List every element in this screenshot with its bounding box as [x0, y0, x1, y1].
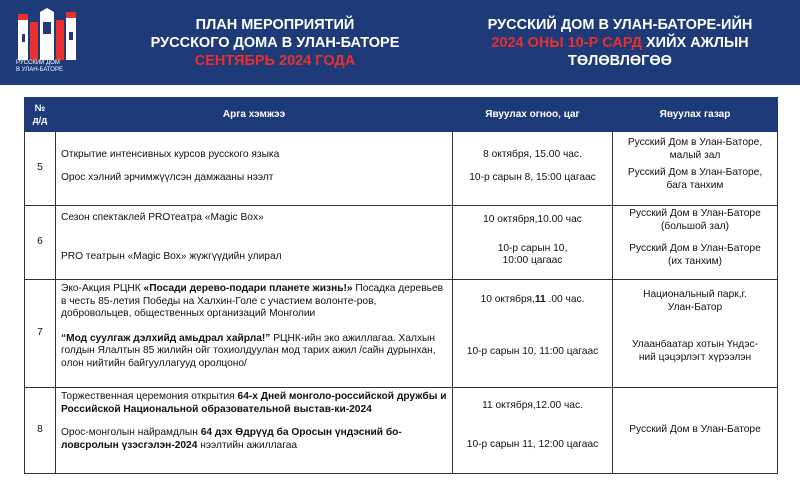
row-number: 7: [25, 280, 56, 388]
date-cell: 8 октября, 15.00 час. 10-р сарын 8, 15:00 цагаас: [453, 132, 613, 206]
title-mongolian-month: 2024 ОНЫ 10-Р САРД: [491, 35, 642, 51]
table-header-row: [25, 98, 778, 132]
date-cell: 11 октября,12.00 час. 10-р сарын 11, 12:00 цагаас: [453, 388, 613, 474]
row-number: 8: [25, 388, 56, 474]
date-cell: 10 октября,10.00 час 10-р сарын 10, 10:00 цагаас: [453, 206, 613, 280]
table-row: [25, 132, 778, 206]
row-number: 6: [25, 206, 56, 280]
event-cell: Сезон спектаклей PROтеатра «Magic Box» PRO театрын «Magic Box» жүжгүүдийн улирал: [56, 206, 453, 280]
table-row: [25, 206, 778, 280]
title-mongolian: РУССКИЙ ДОМ В УЛАН-БАТОРЕ-ИЙН 2024 ОНЫ 10-Р САРД ХИЙХ АЖЛЫН ТӨЛӨВЛӨГӨӨ: [487, 17, 753, 69]
place-cell: Русский Дом в Улан-Баторе, малый зал Русский Дом в Улан-Баторе, бага танхим: [613, 132, 778, 206]
table-row: [25, 280, 778, 388]
header-banner: [0, 0, 800, 85]
header-place: Явуулах газар: [613, 98, 778, 132]
event-cell: Эко-Акция РЦНК «Посади дерево-подари планете жизнь!» Посадка деревьев в честь 85-летия Победы на Халхин-Голе с участием волонте-ров, добровольцев, общественных организаций Монголии “Мод суулгаж дэлхийд амьдрал хайрла!” РЦНК-ийн эко ажиллагаа. Халхын голдын Ялалтын 85 жилийн ойг тохиолдуулан мод тарих ажил /сайн дурынхан, олон нийтийн байгууллагууд оролцоно/: [56, 280, 453, 388]
date-cell: 10 октября,11 .00 час. 10-р сарын 10, 11:00 цагаас: [453, 280, 613, 388]
header-event: Арга хэмжээ: [56, 98, 453, 132]
event-cell: Торжественная церемония открытия 64-х Дней монголо-российской дружбы и Российской Национальной образовательной выстав-ки-2024 Орос-монголын найрамдлын 64 дэх Өдрүүд ба Оросын үндэсний бо-ловсролын үзэсгэлэн-2024 нээлтийн ажиллагаа: [56, 388, 453, 474]
events-table: [24, 97, 778, 474]
place-cell: Русский Дом в Улан-Баторе (большой зал) Русский Дом в Улан-Баторе (их танхим): [613, 206, 778, 280]
header-date: Явуулах огноо, цаг: [453, 98, 613, 132]
header-number: № д/д: [25, 98, 56, 132]
title-russian-month: СЕНТЯБРЬ 2024 ГОДА: [194, 53, 356, 69]
place-cell: Русский Дом в Улан-Баторе: [613, 388, 778, 474]
place-cell: Национальный парк,г. Улан-Батор Улаанбаатар хотын Үндэс- ний цэцэрлэгт хүрээлэн: [613, 280, 778, 388]
event-cell: Открытие интенсивных курсов русского языка Орос хэлний эрчимжүүлсэн дамжааны нээлт: [56, 132, 453, 206]
logo-text: РУССКИЙ ДОМ В УЛАН-БАТОРЕ: [16, 60, 63, 73]
table-row: [25, 388, 778, 474]
title-russian: ПЛАН МЕРОПРИЯТИЙ РУССКОГО ДОМА В УЛАН-БАТОРЕ СЕНТЯБРЬ 2024 ГОДА: [120, 16, 430, 70]
row-number: 5: [25, 132, 56, 206]
